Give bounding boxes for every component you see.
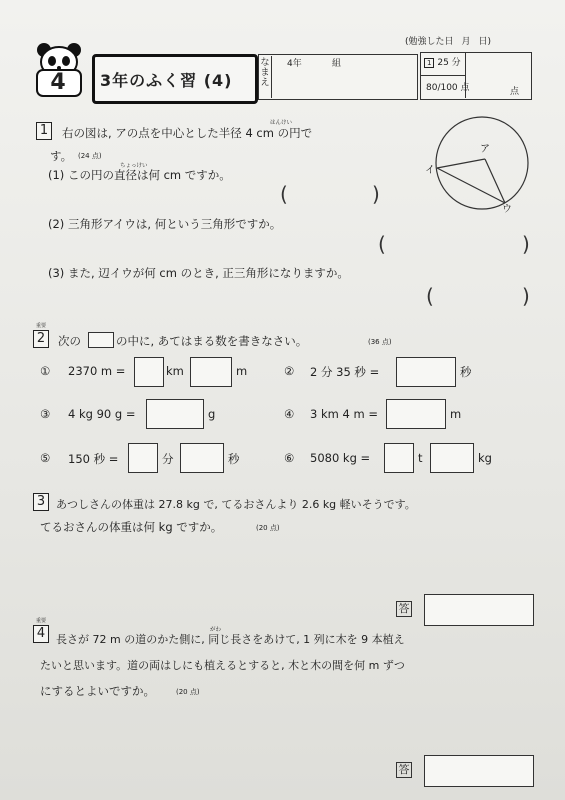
q2-item5-box2[interactable] (180, 443, 224, 473)
q4-ruby-gawa: がわ (210, 627, 222, 633)
q4-answer-box[interactable] (424, 755, 534, 787)
q2-item3-expr: 4 kg 90 g = (68, 407, 136, 421)
q3-answer-label: 答 (396, 601, 412, 617)
q2-item1-num: ① (40, 364, 51, 378)
q1-answer2-close-paren: ) (522, 232, 530, 256)
q2-item5-num: ⑤ (40, 451, 51, 465)
q2-item5-unit1: 分 (162, 452, 174, 466)
q2-item3-unit1: g (208, 407, 216, 421)
diagram-label-u: ウ (502, 204, 512, 215)
q1-number: 1 (36, 122, 52, 140)
q1-sub3: (3) また, 辺イウが何 cm のとき, 正三角形になりますか。 (48, 266, 349, 280)
q3-number: 3 (33, 493, 49, 511)
q2-item1-expr: 2370 m = (68, 364, 126, 378)
q2-item6-box1[interactable] (384, 443, 414, 473)
q2-number: 2 (33, 330, 49, 348)
q3-points: (20 点) (256, 524, 280, 532)
grade-label: 4年 (287, 59, 302, 69)
q1-answer3-close-paren: ) (522, 284, 530, 308)
q2-item1-unit1: km (166, 364, 184, 378)
time-limit: 1 25 分 (424, 55, 461, 68)
q4-answer-label: 答 (396, 762, 412, 778)
q2-item2-num: ② (284, 364, 295, 378)
q2-item2-box1[interactable] (396, 357, 456, 387)
q4-important-tag: 重要 (36, 618, 47, 624)
q1-line1: 右の図は, アの点を中心とした半径 4 cm の円で (62, 126, 313, 140)
q1-answer3-field[interactable] (438, 288, 518, 306)
q4-line1: 長さが 72 m の道のかた側に, 同じ長さをあけて, 1 列に木を 9 本植え (56, 633, 405, 646)
q3-line1: あつしさんの体重は 27.8 kg で, てるおさんより 2.6 kg 軽いそうです。 (56, 498, 416, 511)
q1-ruby-hankei: はんけい (270, 120, 293, 126)
q2-item6-box2[interactable] (430, 443, 474, 473)
q2-item6-expr: 5080 kg = (310, 451, 371, 465)
q2-item6-unit2: kg (478, 451, 492, 465)
q2-points: (36 点) (368, 338, 392, 346)
badge-number: 4 (50, 70, 66, 95)
q2-item1-unit2: m (236, 364, 248, 378)
score-unit: 点 (510, 87, 520, 97)
q2-item2-expr: 2 分 35 秒 = (310, 365, 380, 379)
q1-line2: す。 (50, 149, 73, 163)
q2-item4-num: ④ (284, 407, 295, 421)
q1-points: (24 点) (78, 152, 102, 160)
diagram-label-a: ア (480, 144, 490, 155)
q2-item6-unit1: t (418, 451, 423, 465)
q2-important-tag: 重要 (36, 323, 47, 329)
q3-line2: てるおさんの体重は何 kg ですか。 (40, 520, 223, 534)
q4-line2: たいと思います。道の両はしにも植えるとすると, 木と木の間を何 m ずつ (40, 659, 405, 672)
q1-sub2: (2) 三角形アイウは, 何という三角形ですか。 (48, 217, 282, 231)
q1-answer3-open-paren: ( (426, 284, 434, 308)
circle-diagram (420, 110, 550, 220)
q2-prompt-box-icon (88, 332, 114, 348)
q2-item4-box1[interactable] (386, 399, 446, 429)
q2-item1-box2[interactable] (190, 357, 232, 387)
diagram-label-i: イ (425, 165, 435, 176)
q1-answer1-close-paren: ) (372, 182, 380, 206)
q2-item1-box1[interactable] (134, 357, 164, 387)
name-label: なまえ (259, 56, 272, 98)
q3-answer-box[interactable] (424, 594, 534, 626)
q2-item5-box1[interactable] (128, 443, 158, 473)
q1-answer1-field[interactable] (290, 186, 370, 204)
q2-item3-box1[interactable] (146, 399, 204, 429)
q1-answer1-open-paren: ( (280, 182, 288, 206)
score-divider-mid (420, 75, 465, 76)
class-label: 組 (332, 59, 342, 69)
study-date: (勉強した日 月 日) (405, 37, 492, 47)
q2-item3-num: ③ (40, 407, 51, 421)
pass-score: 80/100 点 (426, 83, 470, 93)
q2-prompt2: の中に, あてはまる数を書きなさい。 (116, 334, 308, 348)
q1-answer2-field[interactable] (390, 236, 518, 254)
q1-ruby-chokkei: ちょっけい (120, 163, 148, 169)
q2-item5-unit2: 秒 (228, 452, 240, 466)
q1-answer2-open-paren: ( (378, 232, 386, 256)
q2-prompt: 次の (58, 334, 81, 348)
q1-sub1: (1) この円の直径は何 cm ですか。 (48, 168, 231, 182)
q4-number: 4 (33, 625, 49, 643)
q4-points: (20 点) (176, 688, 200, 696)
q2-item2-unit1: 秒 (460, 365, 472, 379)
q2-item4-unit1: m (450, 407, 462, 421)
q2-item5-expr: 150 秒 = (68, 452, 119, 466)
q2-item6-num: ⑥ (284, 451, 295, 465)
page-title: 3年のふく習 (4) (100, 71, 233, 90)
q2-item4-expr: 3 km 4 m = (310, 407, 378, 421)
q4-line3: にするとよいですか。 (40, 684, 155, 698)
